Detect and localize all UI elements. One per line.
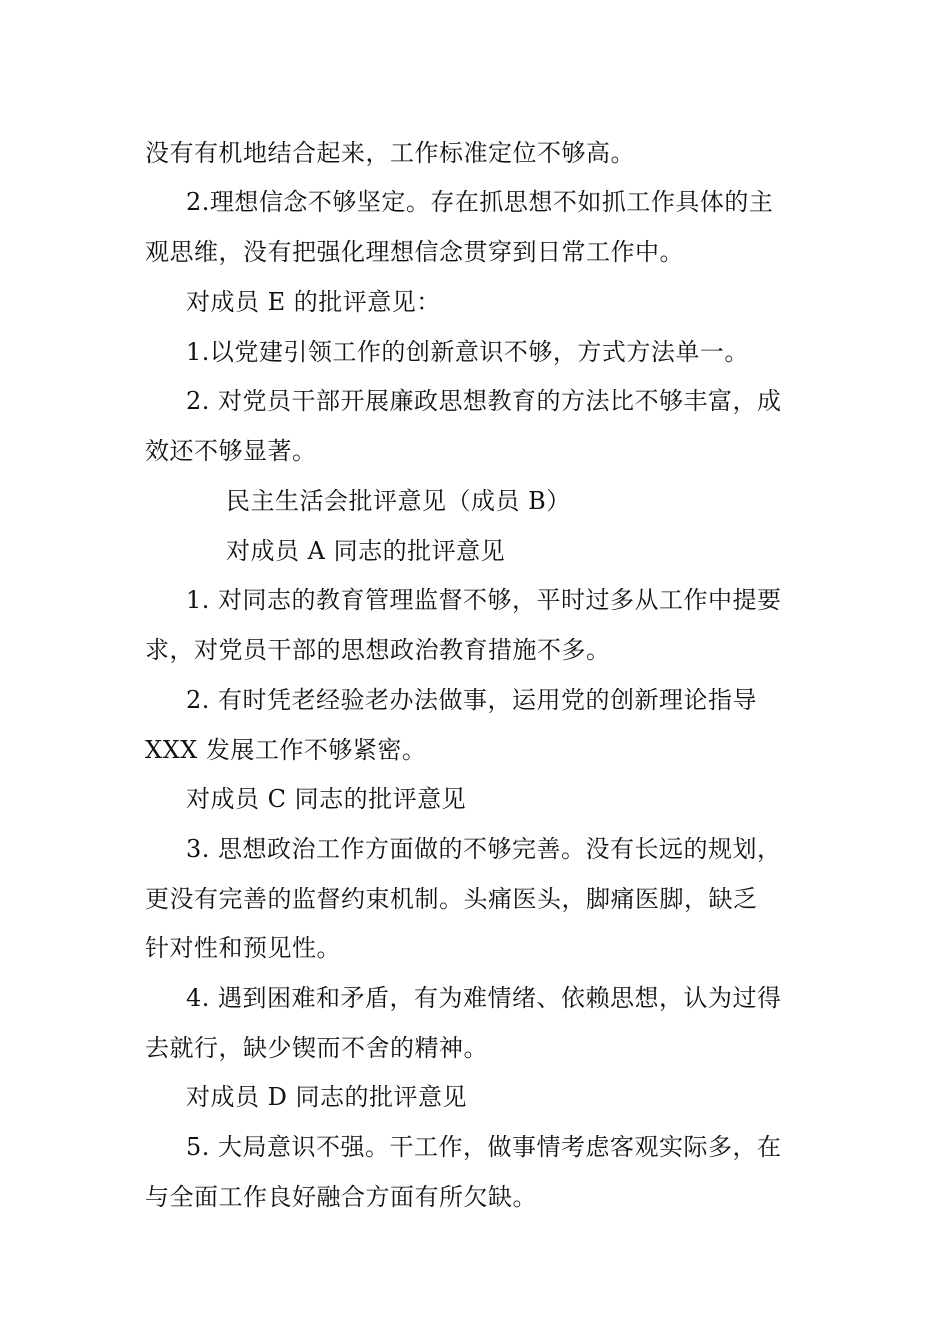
paragraph-line: 1. 对同志的教育管理监督不够，平时过多从工作中提要 [186, 586, 782, 614]
paragraph-line: 4. 遇到困难和矛盾，有为难情绪、依赖思想，认为过得 [186, 984, 782, 1012]
paragraph-line: 5. 大局意识不强。干工作，做事情考虑客观实际多，在 [186, 1133, 782, 1161]
section-heading: 对成员 E 的批评意见： [186, 288, 441, 316]
section-heading: 对成员 C 同志的批评意见 [186, 785, 467, 813]
section-heading: 对成员 D 同志的批评意见 [186, 1083, 467, 1111]
paragraph-line: 2. 有时凭老经验老办法做事，运用党的创新理论指导 [186, 686, 758, 714]
paragraph-line: 1.以党建引领工作的创新意识不够，方式方法单一。 [186, 338, 749, 366]
paragraph-line: 求，对党员干部的思想政治教育措施不多。 [145, 636, 611, 664]
paragraph-line: 2. 对党员干部开展廉政思想教育的方法比不够丰富，成 [186, 387, 782, 415]
paragraph-line: 效还不够显著。 [145, 437, 317, 465]
document-title: 民主生活会批评意见（成员 B） [226, 487, 571, 515]
paragraph-line: 2.理想信念不够坚定。存在抓思想不如抓工作具体的主 [186, 188, 774, 216]
paragraph-line: 去就行，缺少锲而不舍的精神。 [145, 1034, 488, 1062]
paragraph-line: XXX 发展工作不够紧密。 [145, 736, 427, 764]
paragraph-line: 没有有机地结合起来，工作标准定位不够高。 [145, 139, 635, 167]
paragraph-line: 3. 思想政治工作方面做的不够完善。没有长远的规划， [186, 835, 782, 863]
paragraph-line: 针对性和预见性。 [145, 934, 341, 962]
paragraph-line: 与全面工作良好融合方面有所欠缺。 [145, 1183, 537, 1211]
paragraph-line: 更没有完善的监督约束机制。头痛医头，脚痛医脚，缺乏 [145, 885, 758, 913]
section-heading: 对成员 A 同志的批评意见 [226, 537, 506, 565]
paragraph-line: 观思维，没有把强化理想信念贯穿到日常工作中。 [145, 238, 684, 266]
